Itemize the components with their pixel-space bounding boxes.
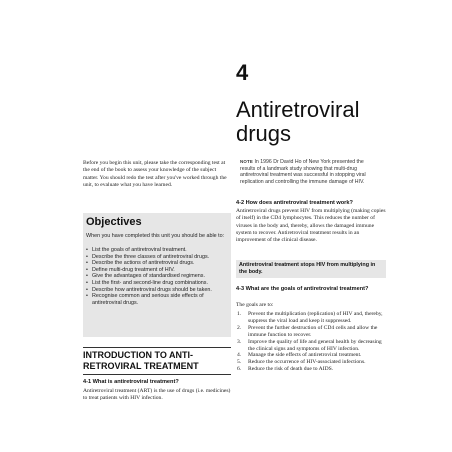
goal-text: Manage the side effects of antiretroviral treatment.: [248, 352, 362, 359]
objective-item: • Recognise common and serious side effects of antiretroviral drugs.: [86, 293, 228, 306]
objective-item: • Define multi-drug treatment of HIV.: [86, 267, 228, 274]
question-4-2-title: 4-2 How does antiretroviral treatment work?: [236, 200, 353, 206]
goal-item: [236, 325, 386, 339]
goal-number: 3.: [237, 338, 242, 345]
objective-item: • List the goals of antiretroviral treatment.: [86, 247, 228, 254]
note-label: NOTE: [240, 159, 253, 164]
goal-text: Reduce the occurrence of HIV-associated infections.: [248, 359, 366, 366]
intro-paragraph: Before you begin this unit, please take the corresponding test at the end of the book to assess your knowledge of the subject matter. You should redo the test after you've worked through the unit, to evaluate what you have learned.: [83, 160, 227, 188]
goal-item: [236, 366, 386, 373]
goal-item: [236, 311, 386, 325]
goal-text: Prevent the further destruction of CD4 cells and allow the immune function to recover.: [248, 324, 378, 338]
objectives-lead: When you have completed this unit you should be able to:: [86, 233, 225, 239]
goal-text: Improve the quality of life and general health by decreasing the clinical signs and symptoms of HIV infection.: [248, 338, 382, 352]
objective-item: • Describe the three classes of antiretroviral drugs.: [86, 254, 228, 261]
goals-intro: The goals are to:: [236, 302, 274, 308]
question-4-1-title: 4-1 What is antiretroviral treatment?: [83, 379, 179, 385]
note-block: [240, 159, 380, 185]
chapter-number: 4: [236, 60, 249, 85]
goal-number: 4.: [237, 352, 242, 359]
goal-text: Reduce the risk of death due to AIDS.: [248, 366, 334, 373]
goal-text: Prevent the multiplication (replication) of HIV and, thereby, suppress the viral load and keep it suppressed.: [248, 311, 383, 324]
question-4-1-body: Antiretroviral treatment (ART) is the use of drugs (i.e. medicines) to treat patients with HIV infection.: [83, 388, 231, 402]
goal-item: [236, 339, 386, 353]
note-text: In 1996 Dr David Ho of New York presented the results of a landmark study showing that multi-drug antiretroviral treatment was successful in stopping viral replication and controlling the immune damage of HIV.: [240, 159, 366, 185]
chapter-title: Antiretroviral drugs: [236, 97, 360, 146]
goal-number: 6.: [237, 366, 242, 373]
objectives-box: [83, 213, 231, 337]
objective-item: • Give the advantages of standardised regimens.: [86, 273, 228, 280]
goal-number: 1.: [237, 311, 242, 317]
key-point-box: Antiretroviral treatment stops HIV from multiplying in the body.: [236, 260, 386, 278]
objective-item: • List the first- and second-line drug combinations.: [86, 280, 228, 287]
objectives-heading: Objectives: [86, 216, 142, 228]
objective-item: • Describe how antiretroviral drugs should be taken.: [86, 287, 228, 294]
section-heading: INTRODUCTION TO ANTI-RETROVIRAL TREATMENT: [83, 347, 231, 375]
objectives-list: [86, 247, 228, 306]
question-4-2-body: Antiretroviral drugs prevent HIV from multiplying (making copies of itself) in the CD4 lymphocytes. This reduces the number of viruses in the body and, thereby, allows the damaged immune system to recover. Antiretroviral treatment results in an improvement of the clinical disease.: [236, 208, 386, 244]
question-4-3-title: 4-3 What are the goals of antiretroviral treatment?: [236, 286, 369, 292]
goals-list: [236, 311, 386, 373]
goal-number: 2.: [237, 324, 242, 331]
goal-number: 5.: [237, 359, 242, 366]
objective-item: • Describe the actions of antiretroviral drugs.: [86, 260, 228, 267]
